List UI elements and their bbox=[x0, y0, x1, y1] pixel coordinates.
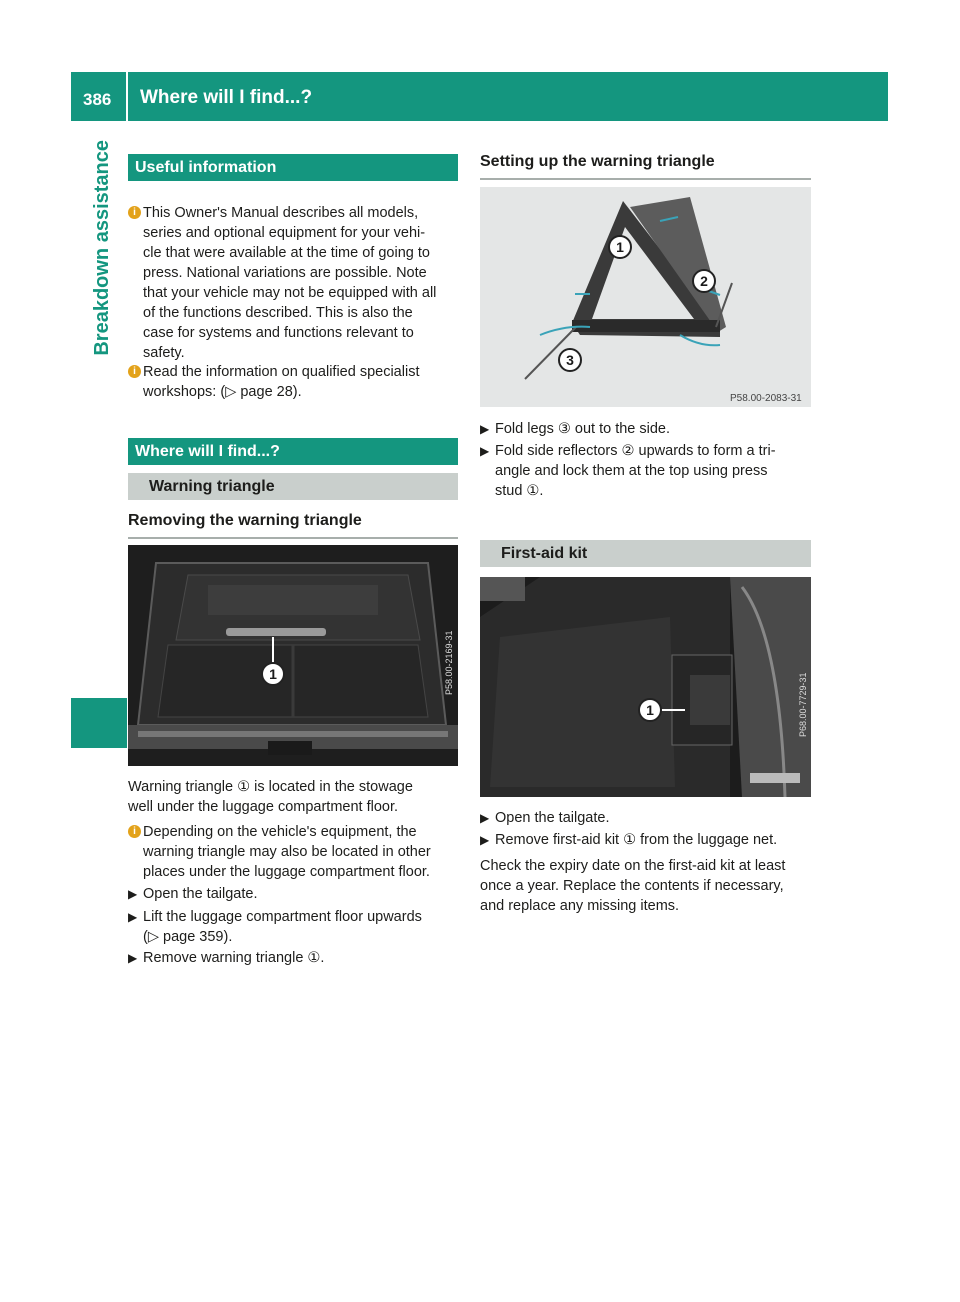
image-code: P58.00-2083-31 bbox=[730, 393, 802, 404]
step-item bbox=[128, 907, 463, 947]
text-line: Fold legs ③ out to the side. bbox=[495, 421, 671, 437]
step-item bbox=[480, 441, 815, 501]
text-line: cle that were available at the time of going to bbox=[143, 245, 430, 261]
text-line: angle and lock them at the top using press bbox=[495, 463, 768, 479]
text-line: Fold side reflectors ② upwards to form a tri- bbox=[495, 443, 776, 459]
text-line: Open the tailgate. bbox=[143, 886, 258, 902]
photo-callout-1: 1 bbox=[269, 666, 277, 682]
step-arrow-icon: ▶ bbox=[480, 444, 490, 458]
step-arrow-icon: ▶ bbox=[480, 833, 490, 847]
text-line: well under the luggage compartment floor. bbox=[128, 799, 399, 815]
text-line: stud ①. bbox=[495, 483, 544, 499]
text-line: and replace any missing items. bbox=[480, 898, 680, 914]
first-aid-callout-1: 1 bbox=[646, 702, 654, 718]
removing-heading: Removing the warning triangle bbox=[128, 511, 458, 531]
useful-info-note-2 bbox=[128, 362, 463, 402]
side-tab-label: Breakdown assistance bbox=[91, 140, 113, 356]
warning-triangle-info bbox=[128, 822, 463, 882]
page-link[interactable]: (▷ page 359). bbox=[143, 929, 233, 945]
first-aid-kit-photo bbox=[480, 577, 811, 797]
text-line: once a year. Replace the contents if necessary, bbox=[480, 878, 784, 894]
setup-callout-2: 2 bbox=[700, 273, 708, 289]
info-icon: i bbox=[128, 206, 141, 219]
text-line: Remove first-aid kit ① from the luggage net. bbox=[495, 832, 778, 848]
text-line: series and optional equipment for your vehi- bbox=[143, 225, 426, 241]
text-line: Depending on the vehicle's equipment, the bbox=[143, 824, 417, 840]
text-line: case for systems and functions relevant to bbox=[143, 325, 414, 341]
text-line: Remove warning triangle ①. bbox=[143, 950, 325, 966]
image-code: P68.00-7729-31 bbox=[798, 672, 808, 737]
step-arrow-icon: ▶ bbox=[128, 951, 138, 965]
page-link[interactable]: workshops: (▷ page 28). bbox=[143, 384, 302, 400]
text-line: of the functions described. This is also the bbox=[143, 305, 413, 321]
first-aid-heading: First-aid kit bbox=[480, 540, 811, 567]
text-line: Check the expiry date on the first-aid kit at least bbox=[480, 858, 786, 874]
header-title: Where will I find...? bbox=[140, 87, 313, 108]
text-line: This Owner's Manual describes all models, bbox=[143, 205, 419, 221]
info-icon: i bbox=[128, 825, 141, 838]
text-line: Lift the luggage compartment floor upwards bbox=[143, 909, 422, 925]
text-line: safety. bbox=[143, 345, 185, 361]
side-tab-marker bbox=[71, 698, 127, 748]
setup-heading: Setting up the warning triangle bbox=[480, 152, 811, 172]
warning-triangle-caption bbox=[128, 777, 463, 817]
step-item bbox=[480, 808, 815, 828]
step-arrow-icon: ▶ bbox=[480, 811, 490, 825]
page-number: 386 bbox=[83, 90, 112, 109]
warning-triangle-setup-photo bbox=[480, 187, 811, 407]
page-header bbox=[71, 72, 888, 121]
text-line: press. National variations are possible. Note bbox=[143, 265, 427, 281]
side-tab bbox=[71, 140, 127, 748]
info-icon: i bbox=[128, 365, 141, 378]
step-item bbox=[128, 948, 463, 968]
text-line: Read the information on qualified specialist bbox=[143, 364, 420, 380]
text-line: warning triangle may also be located in other bbox=[143, 844, 431, 860]
setup-callout-1: 1 bbox=[616, 239, 624, 255]
where-heading: Where will I find...? bbox=[128, 438, 458, 465]
warning-triangle-heading: Warning triangle bbox=[128, 473, 458, 500]
text-line: places under the luggage compartment floor. bbox=[143, 864, 430, 880]
useful-info-note-1 bbox=[128, 203, 463, 363]
header-divider bbox=[126, 72, 128, 121]
step-arrow-icon: ▶ bbox=[480, 422, 490, 436]
text-line: that your vehicle may not be equipped with all bbox=[143, 285, 437, 301]
text-line: Warning triangle ① is located in the stowage bbox=[128, 779, 413, 795]
first-aid-note bbox=[480, 856, 815, 916]
step-arrow-icon: ▶ bbox=[128, 887, 138, 901]
step-item bbox=[128, 884, 463, 904]
setup-callout-3: 3 bbox=[566, 352, 574, 368]
text-line: Open the tailgate. bbox=[495, 810, 610, 826]
luggage-compartment-photo bbox=[128, 545, 458, 766]
step-item bbox=[480, 830, 815, 850]
step-item bbox=[480, 419, 815, 439]
step-arrow-icon: ▶ bbox=[128, 910, 138, 924]
useful-info-heading: Useful information bbox=[128, 154, 458, 181]
image-code: P58.00-2169-31 bbox=[444, 630, 454, 695]
